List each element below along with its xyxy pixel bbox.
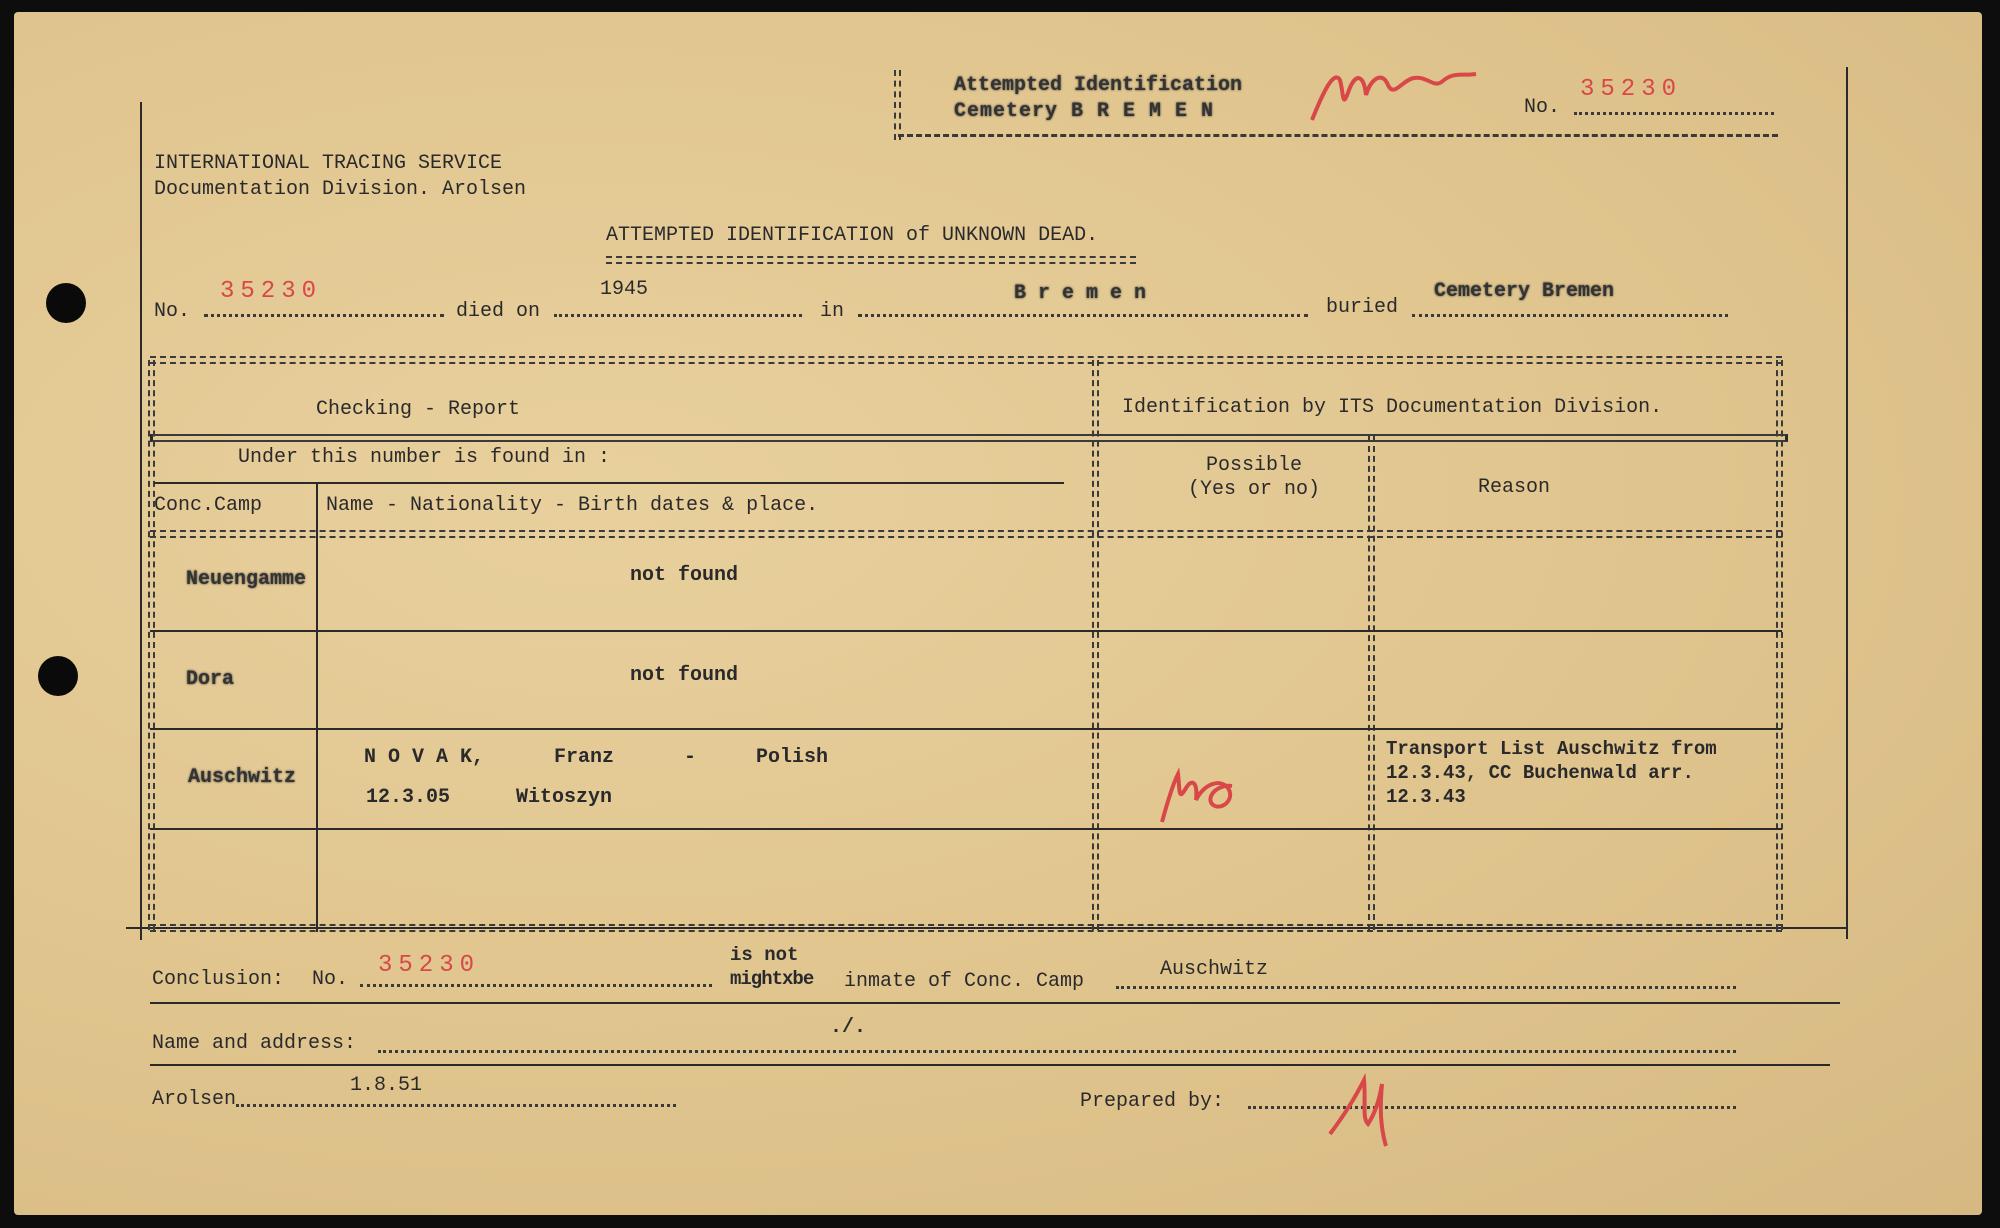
record-died-label: died on [456, 300, 541, 323]
conclusion-no-dots [360, 984, 712, 987]
record-in-value: B r e m e n [1014, 282, 1147, 305]
table-header-divider [150, 434, 1788, 442]
record-in-label: in [820, 300, 845, 323]
conclusion-no-value: 35230 [378, 952, 481, 979]
table-columns-divider [150, 530, 1782, 538]
header-box-line1: Attempted Identification [954, 74, 1243, 97]
row3-birth-date: 12.3.05 [366, 786, 451, 809]
punch-hole-bottom [38, 656, 78, 696]
header-no-label: No. [1524, 96, 1561, 119]
conclusion-underline [150, 1002, 1840, 1004]
record-died-value: 1945 [600, 278, 649, 301]
row3-camp: Auschwitz [188, 766, 297, 789]
frame-left-line [140, 102, 142, 940]
row3-forename: Franz [554, 746, 615, 769]
row2-camp: Dora [186, 668, 235, 691]
row1-result: not found [630, 564, 739, 587]
col-camp-header: Conc.Camp [154, 494, 263, 517]
row3-reason-1: Transport List Auschwitz from [1386, 738, 1717, 760]
row3-possible-handwriting [1154, 760, 1254, 830]
row2-result: not found [630, 664, 739, 687]
row1-camp: Neuengamme [186, 568, 307, 591]
header-box-left [894, 70, 901, 140]
footer-date-value: 1.8.51 [350, 1074, 423, 1097]
under-number-text: Under this number is found in : [238, 446, 611, 469]
record-buried-value: Cemetery Bremen [1434, 280, 1615, 303]
name-address-value: ./. [830, 1016, 867, 1039]
header-no-dots [1574, 112, 1774, 115]
table-subheader-divider [154, 482, 1064, 484]
name-address-dots [378, 1050, 1736, 1053]
table-right-line [1776, 360, 1783, 930]
footer-prepared-dots [1248, 1106, 1736, 1109]
footer-prepared-label: Prepared by: [1080, 1090, 1225, 1113]
col-possible-header-2: (Yes or no) [1187, 478, 1321, 501]
preparer-signature [1324, 1062, 1404, 1152]
footer-place-label: Arolsen [152, 1088, 237, 1111]
record-no-dots [204, 314, 444, 317]
conclusion-label: Conclusion: [152, 968, 285, 991]
table-reason-line [1368, 436, 1375, 930]
table-row1-divider [150, 630, 1782, 632]
table-bottom-line [150, 924, 1782, 932]
identification-heading: Identification by ITS Documentation Division. [1122, 396, 1663, 419]
record-no-label: No. [154, 300, 191, 323]
org-line2: Documentation Division. Arolsen [154, 178, 527, 201]
header-no-value: 35230 [1580, 76, 1683, 103]
punch-hole-top [46, 283, 86, 323]
record-in-dots [858, 314, 1308, 317]
frame-right-line [1846, 67, 1848, 939]
record-buried-dots [1412, 314, 1728, 317]
header-box-line2: Cemetery B R E M E N [954, 100, 1215, 123]
org-line1: INTERNATIONAL TRACING SERVICE [154, 152, 503, 175]
conclusion-inmate-text: inmate of Conc. Camp [844, 970, 1085, 993]
conclusion-is-not: is not [730, 944, 799, 966]
record-buried-label: buried [1326, 296, 1399, 319]
row3-surname: N O V A K, [364, 746, 485, 769]
conclusion-no-label: No. [312, 968, 349, 991]
handwritten-none-mark [1304, 50, 1504, 130]
conclusion-camp-value: Auschwitz [1160, 958, 1269, 981]
row3-reason-2: 12.3.43, CC Buchenwald arr. [1386, 762, 1694, 784]
table-camp-line [316, 484, 318, 932]
title-underline [606, 256, 1136, 264]
table-row3-divider [150, 828, 1782, 830]
record-no-value: 35230 [220, 278, 323, 305]
row3-reason-3: 12.3.43 [1386, 786, 1466, 808]
row3-nationality: Polish [756, 746, 829, 769]
col-possible-header-1: Possible [1205, 454, 1302, 477]
name-address-label: Name and address: [152, 1032, 357, 1055]
record-died-dots [554, 314, 802, 317]
header-box-bottom [898, 134, 1778, 137]
col-reason-header: Reason [1478, 476, 1551, 499]
table-left-line [148, 360, 155, 930]
col-name-header: Name - Nationality - Birth dates & place. [326, 494, 819, 517]
row3-dash: - [684, 746, 697, 769]
document-card [14, 12, 1982, 1215]
table-top-line [150, 356, 1782, 364]
row3-birth-place: Witoszyn [516, 786, 613, 809]
conclusion-struck-text: mightxbe [730, 968, 814, 990]
name-address-underline [150, 1064, 1830, 1066]
table-mid-line [1092, 360, 1099, 930]
conclusion-camp-dots [1116, 986, 1736, 989]
form-title: ATTEMPTED IDENTIFICATION of UNKNOWN DEAD. [606, 224, 1099, 247]
footer-date-dots [236, 1104, 676, 1107]
table-row2-divider [150, 728, 1782, 730]
checking-report-heading: Checking - Report [316, 398, 521, 421]
